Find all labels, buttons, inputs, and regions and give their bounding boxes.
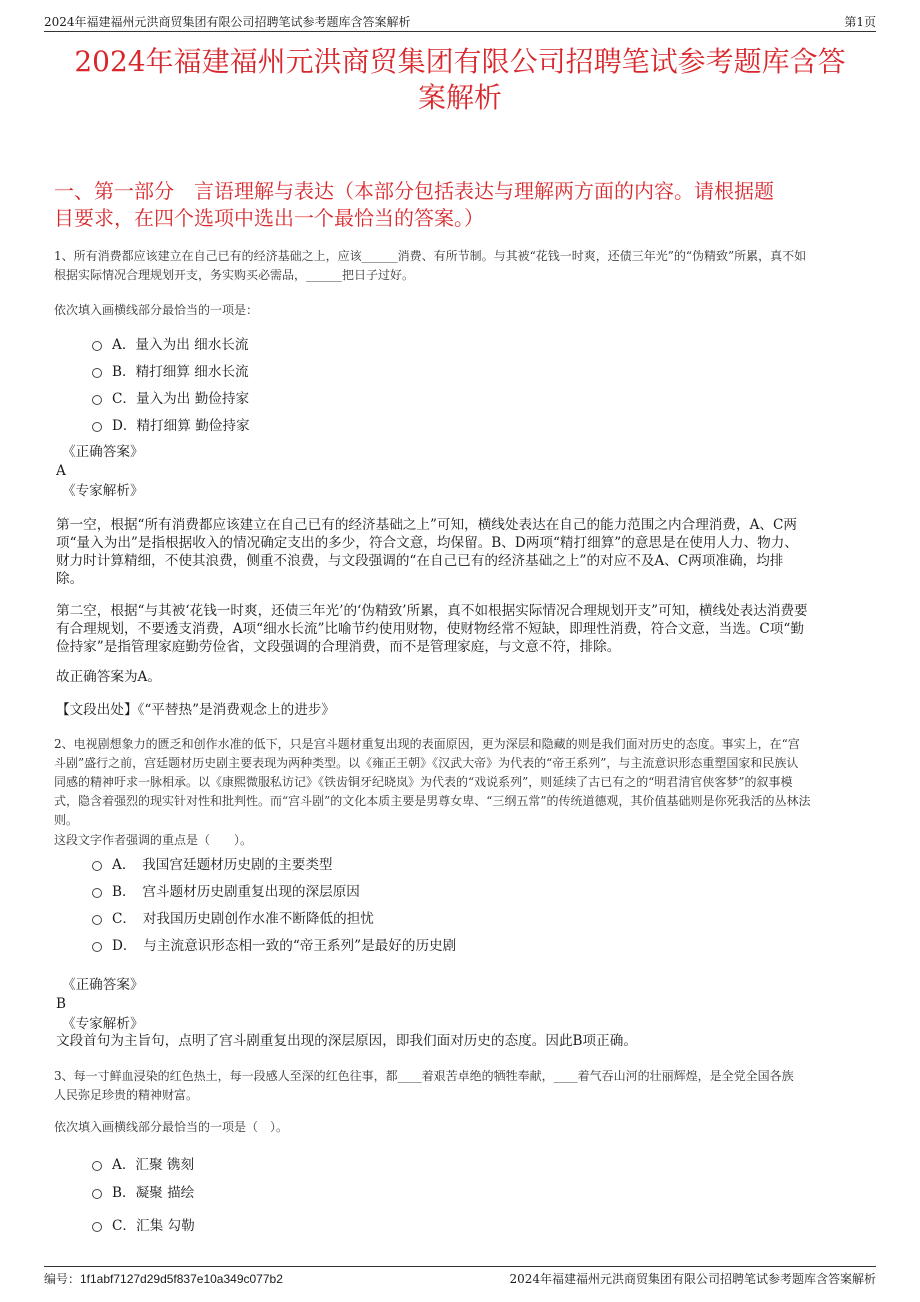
q2-answer-label: 《正确答案》 bbox=[62, 977, 144, 993]
title-line-1: 2024年福建福州元洪商贸集团有限公司招聘笔试参考题库含答 bbox=[74, 45, 846, 78]
option-label: B．精打细算 细水长流 bbox=[112, 364, 249, 380]
radio-icon[interactable] bbox=[92, 395, 102, 405]
option-label: C．量入为出 勤俭持家 bbox=[112, 391, 250, 407]
analysis-line: 俭持家”是指管理家庭勤劳俭省，文段强调的合理消费，而不是管理家庭，与文意不符，排除。 bbox=[56, 639, 621, 655]
footer-divider bbox=[44, 1266, 876, 1267]
q2-analysis-label: 《专家解析》 bbox=[62, 1016, 144, 1032]
document-code: 编号：1f1abf7127d29d5f837e10a349c077b2 bbox=[44, 1272, 283, 1286]
q1-analysis-para-1 bbox=[56, 516, 884, 588]
option-label: D． 与主流意识形态相一致的“帝王系列”是最好的历史剧 bbox=[112, 938, 457, 954]
q3-stem-line: 人民弥足珍贵的精神财富。 bbox=[54, 1088, 199, 1102]
q1-stem-line: 1、所有消费都应该建立在自己已有的经济基础之上，应该______消费、有所节制。与其被“花钱一时爽，还债三年光”的“伪精致”所累，真不如 bbox=[54, 249, 807, 263]
q2-analysis: 文段首句为主旨句，点明了宫斗剧重复出现的深层原因，即我们面对历史的态度。因此B项正确。 bbox=[56, 1033, 637, 1049]
q1-option-d[interactable] bbox=[92, 413, 250, 435]
radio-icon[interactable] bbox=[92, 1189, 102, 1199]
q2-stem-line: 则。 bbox=[54, 813, 79, 827]
section-line-2: 目要求，在四个选项中选出一个最恰当的答案。） bbox=[54, 206, 484, 230]
title-line-2: 案解析 bbox=[417, 81, 502, 114]
option-label: A．量入为出 细水长流 bbox=[112, 337, 249, 353]
q3-option-c[interactable] bbox=[92, 1213, 195, 1235]
option-label: C．汇集 勾勒 bbox=[112, 1218, 195, 1234]
footer-title: 2024年福建福州元洪商贸集团有限公司招聘笔试参考题库含答案解析 bbox=[509, 1272, 876, 1286]
radio-icon[interactable] bbox=[92, 422, 102, 432]
radio-icon[interactable] bbox=[92, 942, 102, 952]
analysis-line: 除。 bbox=[56, 571, 84, 587]
analysis-line: 第一空，根据“所有消费都应该建立在自己已有的经济基础之上”可知，横线处表达在自己的能力范围之内合理消费，A、C两 bbox=[56, 517, 797, 533]
q3-option-b[interactable] bbox=[92, 1180, 194, 1202]
option-label: A． 我国宫廷题材历史剧的主要类型 bbox=[112, 857, 333, 873]
q2-stem-line: 2、电视剧想象力的匮乏和创作水准的低下，只是宫斗题材重复出现的表面原因，更为深层和隐藏的则是我们面对历史的态度。事实上，在“宫 bbox=[54, 737, 800, 751]
q1-source: 【文段出处】《“平替热”是消费观念上的进步》 bbox=[56, 702, 335, 718]
q1-option-c[interactable] bbox=[92, 386, 249, 408]
q3-stem bbox=[54, 1067, 880, 1105]
q3-prompt: 依次填入画横线部分最恰当的一项是（ ）。 bbox=[54, 1120, 289, 1134]
q2-option-c[interactable] bbox=[92, 906, 374, 928]
radio-icon[interactable] bbox=[92, 915, 102, 925]
q2-prompt: 这段文字作者强调的重点是（ ）。 bbox=[54, 833, 253, 847]
analysis-line: 第二空，根据“与其被‘花钱一时爽，还债三年光’的‘伪精致’所累，真不如根据实际情况合理规划开支”可知，横线处表达消费要 bbox=[56, 603, 808, 619]
q3-stem-line: 3、每一寸鲜血浸染的红色热土，每一段感人至深的红色往事，都____着艰苦卓绝的牺牲奉献，____着气吞山河的壮丽辉煌，是全党全国各族 bbox=[54, 1069, 794, 1083]
q1-option-a[interactable] bbox=[92, 332, 248, 354]
option-label: B．凝聚 描绘 bbox=[112, 1185, 195, 1201]
radio-icon[interactable] bbox=[92, 1222, 102, 1232]
option-label: D．精打细算 勤俭持家 bbox=[112, 418, 250, 434]
radio-icon[interactable] bbox=[92, 1161, 102, 1171]
page-footer bbox=[44, 1270, 876, 1287]
q1-option-b[interactable] bbox=[92, 359, 249, 381]
q2-option-a[interactable] bbox=[92, 852, 333, 874]
q1-answer-label: 《正确答案》 bbox=[62, 444, 144, 460]
option-label: B． 宫斗题材历史剧重复出现的深层原因 bbox=[112, 884, 360, 900]
analysis-line: 项“量入为出”是指根据收入的情况确定支出的多少，符合文意，均保留。B、D两项“精打细算”的意思是在使用人力、物力、 bbox=[56, 535, 798, 551]
header-title: 2024年福建福州元洪商贸集团有限公司招聘笔试参考题库含答案解析 bbox=[44, 15, 411, 29]
radio-icon[interactable] bbox=[92, 368, 102, 378]
analysis-line: 有合理规划，不要透支消费，A项“细水长流”比喻节约使用财物，使财物经常不短缺，即理性消费，符合文意，当选。C项“勤 bbox=[56, 621, 804, 637]
q2-stem-line: 式，隐含着强烈的现实针对性和批判性。而“宫斗剧”的文化本质主要是男尊女卑、“三纲五常”的传统道德观，其价值基础则是你死我活的丛林法 bbox=[54, 794, 811, 808]
option-label: A．汇聚 镌刻 bbox=[112, 1157, 195, 1173]
q3-option-a[interactable] bbox=[92, 1152, 194, 1174]
page-header bbox=[44, 13, 876, 30]
q2-option-d[interactable] bbox=[92, 933, 456, 955]
q1-prompt: 依次填入画横线部分最恰当的一项是： bbox=[54, 303, 259, 317]
option-label: C． 对我国历史剧创作水准不断降低的担忧 bbox=[112, 911, 374, 927]
q2-stem-line: 斗剧”盛行之前，宫廷题材历史剧主要表现为两种类型。以《雍正王朝》《汉武大帝》为代表的“帝王系列”，与主流意识形态重塑国家和民族认 bbox=[54, 756, 799, 770]
q2-option-b[interactable] bbox=[92, 879, 360, 901]
q2-stem-line: 同感的精神吁求一脉相承。以《康熙微服私访记》《铁齿铜牙纪晓岚》为代表的“戏说系列”，则延续了古已有之的“明君清官侠客梦”的叙事模 bbox=[54, 775, 793, 789]
radio-icon[interactable] bbox=[92, 341, 102, 351]
q1-conclusion: 故正确答案为A。 bbox=[56, 669, 161, 685]
q2-answer: B bbox=[56, 996, 66, 1012]
document-title bbox=[40, 44, 880, 116]
section-heading bbox=[54, 178, 874, 232]
q1-answer: A bbox=[56, 463, 66, 479]
q2-stem bbox=[54, 735, 880, 830]
header-divider bbox=[44, 31, 876, 32]
page-number: 第1页 bbox=[844, 15, 876, 29]
analysis-line: 财力时计算精细，不使其浪费，侧重不浪费，与文段强调的“在自己已有的经济基础之上”的对应不及A、C两项准确，均排 bbox=[56, 553, 784, 569]
radio-icon[interactable] bbox=[92, 888, 102, 898]
q1-analysis-para-2 bbox=[56, 602, 884, 656]
section-line-1: 一、第一部分 言语理解与表达（本部分包括表达与理解两方面的内容。请根据题 bbox=[54, 179, 774, 203]
q1-stem-line: 根据实际情况合理规划开支，务实购买必需品，______把日子过好。 bbox=[54, 268, 415, 282]
q1-stem bbox=[54, 247, 880, 285]
q1-analysis-label: 《专家解析》 bbox=[62, 483, 144, 499]
radio-icon[interactable] bbox=[92, 861, 102, 871]
